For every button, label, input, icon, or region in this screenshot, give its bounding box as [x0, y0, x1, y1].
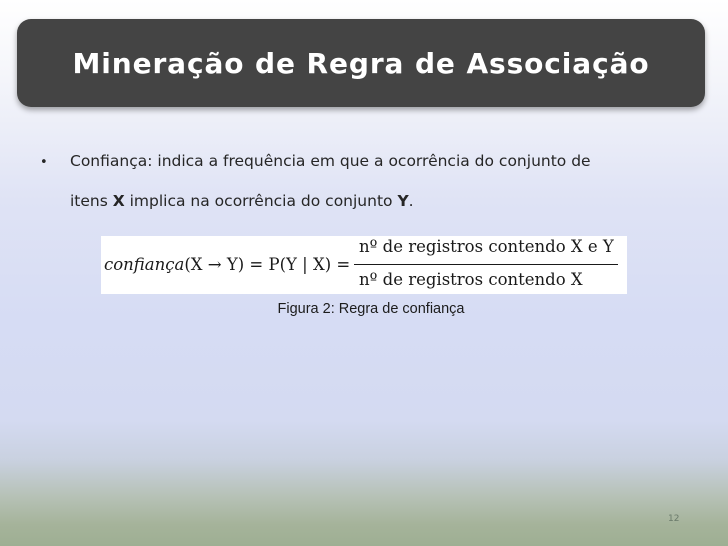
slide-page-number: 12	[668, 514, 680, 524]
set-x-label: X	[112, 192, 125, 210]
slide-title: Mineração de Regra de Associação	[72, 46, 650, 80]
bullet-item	[40, 142, 700, 220]
set-y-label: Y	[397, 192, 409, 210]
slide-title-bar	[17, 19, 705, 107]
figure-caption: Figura 2: Regra de confiança	[277, 301, 465, 317]
formula-fraction-bar	[354, 264, 618, 265]
formula-confidence-word: confiança	[104, 255, 185, 274]
bullet-text-line-2-end: .	[408, 192, 414, 210]
formula-probability-expression: (X → Y) = P(Y | X) =	[184, 255, 351, 274]
formula-denominator: nº de registros contendo X	[359, 270, 583, 289]
formula-left-side	[104, 255, 350, 274]
bullet-text-line-2-start: itens	[70, 192, 113, 210]
confidence-formula-image	[101, 236, 627, 294]
bullet-text-line-2-middle: implica na ocorrência do conjunto	[124, 192, 398, 210]
bullet-line-2	[40, 182, 700, 220]
bullet-marker: •	[40, 155, 48, 170]
bullet-text-line-1: Confiança: indica a frequência em que a ocorrência do conjunto de	[70, 152, 591, 170]
formula-numerator: nº de registros contendo X e Y	[359, 237, 614, 256]
bullet-line-1	[40, 142, 700, 182]
